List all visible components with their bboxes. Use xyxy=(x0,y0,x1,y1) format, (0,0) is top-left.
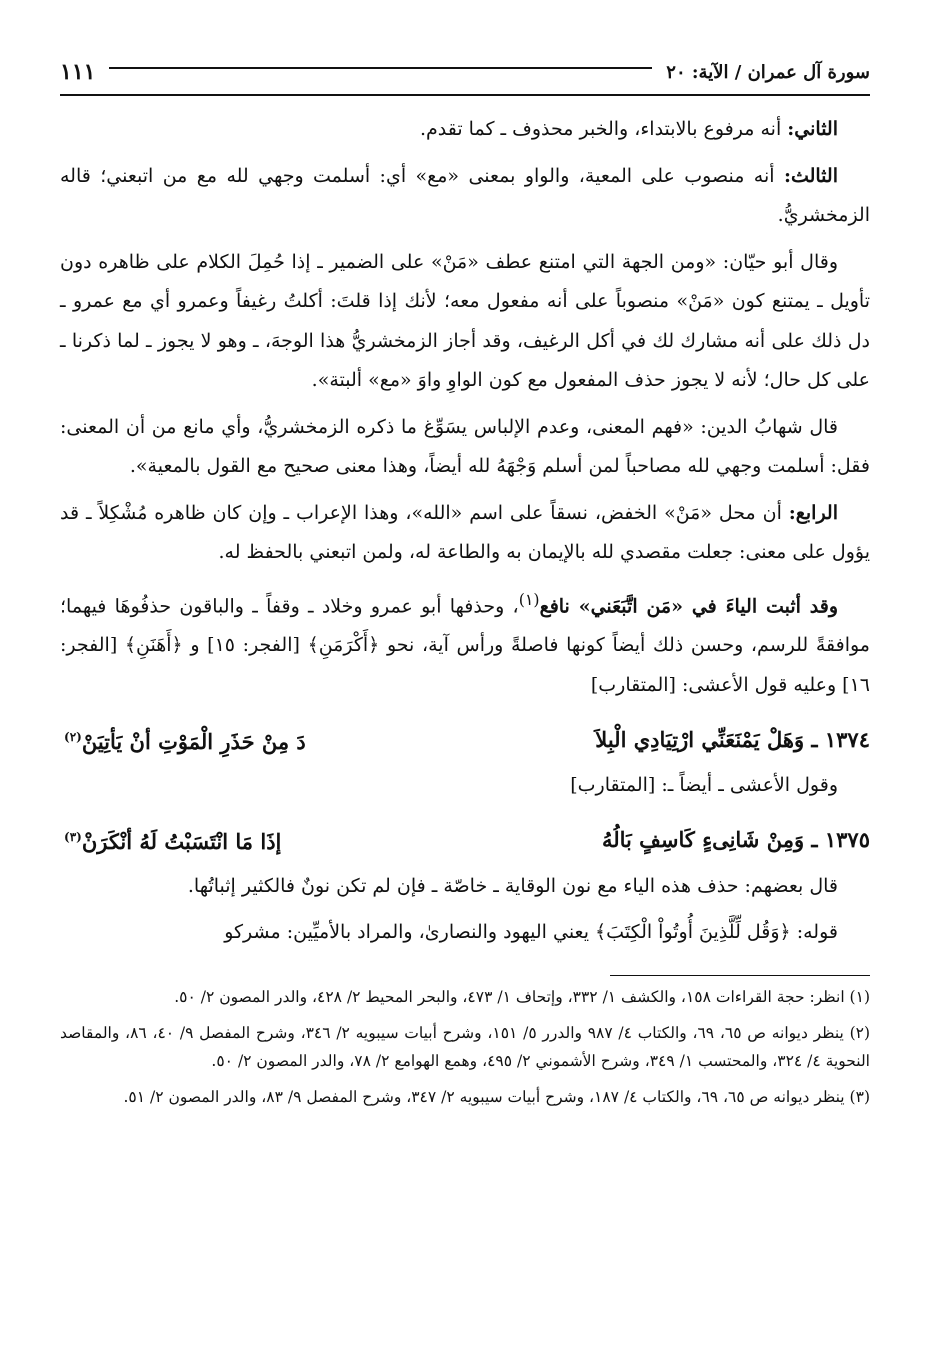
header-rule xyxy=(109,67,652,69)
verse-second-hemistich xyxy=(64,818,281,862)
paragraph-asha: وقول الأعشى ـ أيضاً ـ: [المتقارب] xyxy=(570,774,838,797)
paragraph-text: ، وحذفها أبو عمرو وخلاد ـ وقفاً ـ والباقون حذفُوهَا فيهما؛ موافقةً للرسم، وحسن ذلك أيضاً كونها فاصلةً ورأس آية، نحو ﴿أَكْرَمَنِ﴾ [الفجر: ١٥] و ﴿أَهَنَنِ﴾ [الفجر: ١٦] وعليه قول الأعشى: [المتقارب] xyxy=(60,594,870,696)
paragraph-fourth-opinion xyxy=(60,494,870,573)
verse-number: ١٣٧٥ ـ xyxy=(804,827,870,853)
footnote-ref: (١) xyxy=(518,589,540,609)
paragraph-text: أن محل «مَنْ» الخفض، نسقاً على اسم «الله»، وهذا الإعراب ـ وإن كان ظاهره مُشْكِلاً ـ قد يؤول على معنى: جعلت مقصدي لله بالإيمان به والطاعة له، ولمن اتبعني بالحفظ له. xyxy=(60,501,870,563)
hemistich-text: وَمِنْ شَانِىءٍ كَاسِفٍ بَالُهُ xyxy=(601,827,805,853)
verse-second-hemistich xyxy=(64,718,306,762)
verse-number: ١٣٧٤ ـ xyxy=(804,726,870,752)
book-page xyxy=(60,50,870,1121)
poetry-verse-1374 xyxy=(60,712,870,766)
verse-first-hemistich xyxy=(595,720,870,760)
paragraph-shihab-aldin: قال شهابُ الدين: «فهم المعنى، وعدم الإلباس يسَوِّغ ما ذكره الزمخشريُّ، وأي مانع من أن المعنى: فقل: أسلمت وجهي لله مصاحباً لمن أسلم وَجْهَهُ لله أيضاً، وهذا معنى صحيح مع القول بالمعية». xyxy=(60,415,870,477)
paragraph-text: أنه منصوب على المعية، والواو بمعنى «مع» أي: أسلمت وجهي لله مع من اتبعني؛ قاله الزمخشريُّ. xyxy=(60,164,870,226)
paragraph-third-opinion xyxy=(60,157,870,236)
footnote-ref: (٢) xyxy=(64,729,82,744)
hemistich-text: وَهَلْ يَمْنَعَنِّي ارْتِيَادِي الْبِلاَ xyxy=(595,726,805,752)
paragraph-abu-hayyan: وقال أبو حيّان: «ومن الجهة التي امتنع عطف «مَنْ» على الضمير ـ إذا حُمِلَ الكلام على ظاهره دون تأويل ـ يمتنع كون «مَنْ» منصوباً على أنه مفعول معه؛ لأنك إذا قلتَ: أكلتُ رغيفاً وعمرو أي مع عمرو ـ دل ذلك على أنه مشارك لك في أكل الرغيف، وقد أجاز الزمخشريُّ هذا الوجهَ، ـ وهو لا يجوز ـ لما ذكرنا ـ على كل حال؛ لأنه لا يجوز حذف المفعول مع كون الواوِ واوَ «مع» ألبتة». xyxy=(60,250,870,391)
footnote-3: (٣) ينظر ديوانه ص ٦٥، ٦٩، والكتاب ٤/ ١٨٧، وشرح أبيات سيبويه ٢/ ٣٤٧، وشرح المفصل ٩/ ٨٣، والدر المصون ٢/ ٥١. xyxy=(123,1088,870,1107)
page-number: ١١١ xyxy=(60,59,96,85)
verse-first-hemistich xyxy=(602,820,870,860)
hemistich-text: إذَا مَا انْتَسَبْتُ لَهُ أنْكَرَنْ xyxy=(81,829,282,855)
footnotes xyxy=(60,984,870,1112)
hemistich-text: دَ مِنْ حَذَرِ الْمَوْتِ أنْ يَأتِيَنْ xyxy=(81,728,306,754)
footnote-2: (٢) ينظر ديوانه ص ٦٥، ٦٩، والكتاب ٤/ ٩٨٧ والدرر ٥/ ١٥١، وشرح أبيات سيبويه ٢/ ٣٤٦، وشرح المفصل ٩/ ٤٠، ٨٦، والمقاصد النحوية ٤/ ٣٢٤، والمحتسب ١/ ٣٤٩، وشرح الأشموني ٢/ ٤٩٥، وهمع الهوامع ٢/ ٧٨، والدر المصون ٢/ ٥٠. xyxy=(60,1024,871,1070)
footnote-1: (١) انظر: حجة القراءات ١٥٨، والكشف ١/ ٣٣٢، وإتحاف ١/ ٤٧٣، والبحر المحيط ٢/ ٤٢٨، والدر المصون ٢/ ٥٠. xyxy=(174,987,870,1006)
lead-word: الرابع: xyxy=(788,501,838,524)
main-text xyxy=(60,110,870,953)
lead-word: الثالث: xyxy=(783,164,838,187)
footnote-separator xyxy=(610,975,870,976)
footnote-ref: (٣) xyxy=(64,830,82,845)
paragraph-text: أنه مرفوع بالابتداء، والخبر محذوف ـ كما تقدم. xyxy=(419,118,788,140)
page-header xyxy=(60,50,870,96)
paragraph-second-opinion xyxy=(60,110,870,150)
lead-phrase: وقد أثبت الياءَ في «مَن اتَّبَعَني» نافع xyxy=(539,594,838,617)
paragraph-readings xyxy=(60,580,870,706)
poetry-verse-1375 xyxy=(60,813,870,867)
paragraph-some-said: قال بعضهم: حذف هذه الياء مع نون الوقاية ـ خاصّة ـ فإن لم تكن نونٌ فالكثير إثباتُها. xyxy=(187,874,838,897)
paragraph-his-saying: قوله: ﴿وَقُل لِّلَّذِينَ أُوتُواْ الْكِتَبَ﴾ يعني اليهود والنصارىٰ، والمراد بالأميِّين: مشركو xyxy=(224,921,838,944)
surah-verse-label: سورة آل عمران / الآية: ٢٠ xyxy=(666,61,870,83)
lead-word: الثاني: xyxy=(787,118,838,140)
